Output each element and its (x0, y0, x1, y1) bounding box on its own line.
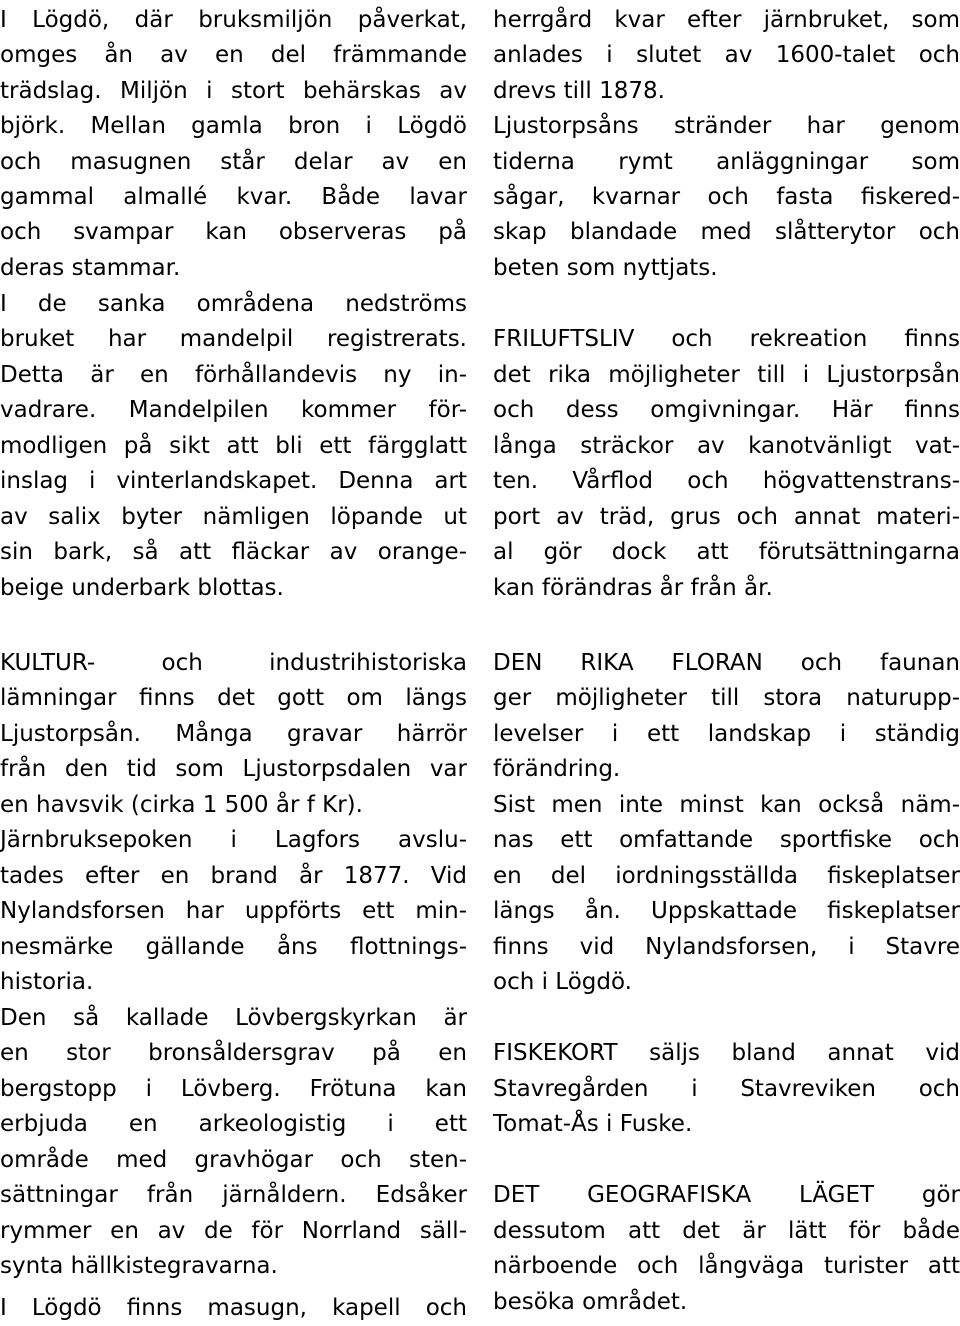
text-line: vadrare. Mandelpilen kommer för- (0, 397, 467, 423)
text-line: deras stammar. (0, 255, 181, 281)
text-line: erbjuda en arkeologistig i ett (0, 1111, 467, 1137)
text-line: förändring. (493, 756, 621, 782)
text-line: en stor bronsåldersgrav på en (0, 1040, 467, 1066)
text-line: sättningar från järnåldern. Edsåker (0, 1182, 467, 1208)
text-line: en havsvik (cirka 1 500 år f Kr). (0, 792, 363, 818)
text-line: herrgård kvar efter järnbruket, som (493, 7, 960, 33)
text-line: inslag i vinterlandskapet. Denna art (0, 468, 467, 494)
text-line: levelser i ett landskap i ständig (493, 721, 960, 747)
text-line: ten. Vårflod och högvattenstrans- (493, 468, 960, 494)
text-line: FISKEKORT säljs bland annat vid (493, 1040, 960, 1066)
text-line: besöka området. (493, 1289, 688, 1315)
text-line: och dess omgivningar. Här finns (493, 397, 960, 423)
text-line: rymmer en av de för Norrland säll- (0, 1218, 467, 1244)
text-line: I de sanka områdena nedströms (0, 291, 467, 317)
text-line: Ljustorpsån. Många gravar härrör (0, 721, 467, 747)
text-line: synta hällkistegravarna. (0, 1253, 278, 1279)
text-line: nas ett omfattande sportfiske och (493, 827, 960, 853)
text-line: Den så kallade Lövbergskyrkan är (0, 1005, 467, 1031)
text-line: trädslag. Miljön i stort behärskas av (0, 78, 467, 104)
text-line: Sist men inte minst kan också näm- (493, 792, 960, 818)
text-line: beten som nyttjats. (493, 255, 718, 281)
text-line: tades efter en brand år 1877. Vid (0, 863, 467, 889)
text-line: lämningar finns det gott om längs (0, 685, 467, 711)
text-line: kan förändras år från år. (493, 575, 773, 601)
text-line: nesmärke gällande åns flottnings- (0, 934, 467, 960)
text-line: från den tid som Ljustorpsdalen var (0, 756, 467, 782)
text-line: omges ån av en del främmande (0, 42, 467, 68)
text-line: Järnbruksepoken i Lagfors avslu- (0, 827, 467, 853)
text-line: och i Lögdö. (493, 969, 632, 995)
text-line: I Lögdö, där bruksmiljön påverkat, (0, 7, 467, 33)
text-line: och svampar kan observeras på (0, 219, 467, 245)
text-line: Detta är en förhållandevis ny in- (0, 362, 467, 388)
text-line: tiderna rymt anläggningar som (493, 149, 960, 175)
text-line: drevs till 1878. (493, 78, 665, 104)
text-line: dessutom att det är lätt för både (493, 1218, 960, 1244)
text-line: det rika möjligheter till i Ljustorpsån (493, 362, 960, 388)
text-line: bruket har mandelpil registrerats. (0, 326, 467, 352)
text-line: I Lögdö finns masugn, kapell och (0, 1295, 467, 1321)
text-line: sågar, kvarnar och fasta fiskered- (493, 184, 960, 210)
text-line: björk. Mellan gamla bron i Lögdö (0, 113, 467, 139)
text-line: DET GEOGRAFISKA LÄGET gör (493, 1182, 960, 1208)
text-line: sin bark, så att fläckar av orange- (0, 539, 467, 565)
text-line: modligen på sikt att bli ett färgglatt (0, 433, 467, 459)
text-line: finns vid Nylandsforsen, i Stavre (493, 934, 960, 960)
text-line: FRILUFTSLIV och rekreation finns (493, 326, 960, 352)
text-line: av salix byter nämligen löpande ut (0, 504, 467, 530)
text-line: långa sträckor av kanotvänligt vat- (493, 433, 960, 459)
text-line: Stavregården i Stavreviken och (493, 1076, 960, 1102)
text-line: längs ån. Uppskattade fiskeplatser (493, 898, 960, 924)
text-line: historia. (0, 969, 94, 995)
text-line: skap blandade med slåtterytor och (493, 219, 960, 245)
text-line: ger möjligheter till stora naturupp- (493, 685, 960, 711)
text-line: Ljustorpsåns stränder har genom (493, 113, 960, 139)
text-line: område med gravhögar och sten- (0, 1147, 467, 1173)
text-line: och masugnen står delar av en (0, 149, 467, 175)
text-line: anlades i slutet av 1600-talet och (493, 42, 960, 68)
text-line: DEN RIKA FLORAN och faunan (493, 650, 960, 676)
text-line: närboende och långväga turister att (493, 1253, 960, 1279)
text-line: Tomat-Ås i Fuske. (493, 1111, 693, 1137)
text-line: bergstopp i Lövberg. Frötuna kan (0, 1076, 467, 1102)
text-line: gammal almallé kvar. Både lavar (0, 184, 467, 210)
text-line: en del iordningsställda fiskeplatser (493, 863, 960, 889)
text-line: beige underbark blottas. (0, 575, 284, 601)
text-line: Nylandsforsen har uppförts ett min- (0, 898, 467, 924)
text-line: port av träd, grus och annat materi- (493, 504, 960, 530)
text-line: al gör dock att förutsättningarna (493, 539, 960, 565)
text-line: KULTUR- och industrihistoriska (0, 650, 467, 676)
